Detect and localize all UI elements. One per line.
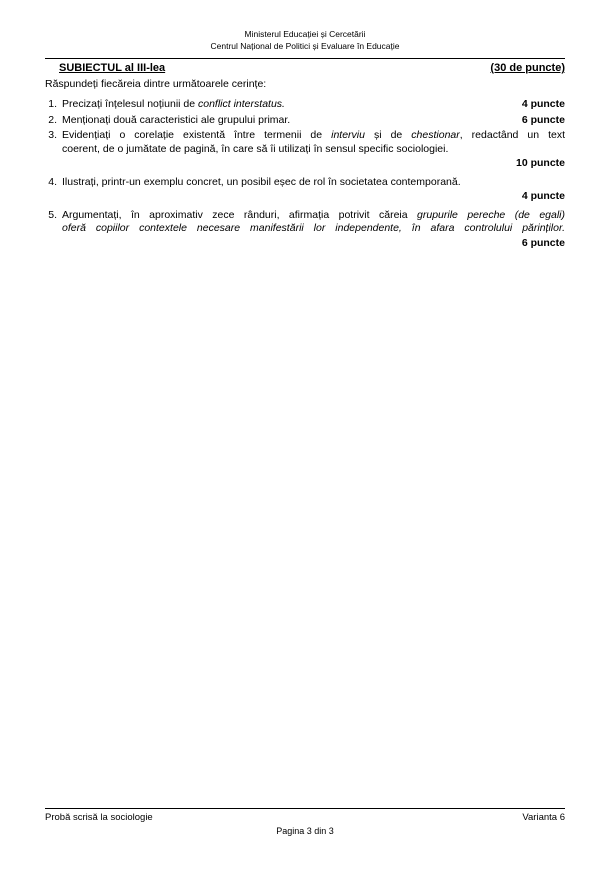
instructions-text: Răspundeți fiecăreia dintre următoarele cerințe:: [45, 78, 267, 90]
item-text-italic: chestionar: [411, 129, 460, 141]
item-number: 5.: [48, 208, 57, 221]
item-body: [62, 209, 565, 254]
footer-exam-label: Probă scrisă la sociologie: [45, 812, 153, 823]
item-text-plain: , redactând un text: [459, 129, 566, 141]
subject-title: SUBIECTUL al III-lea: [59, 62, 166, 74]
footer-divider: [45, 808, 565, 809]
item-number: 3.: [48, 129, 57, 141]
list-item: [45, 129, 565, 174]
subject-points: (30 de puncte): [490, 62, 565, 74]
list-item: [45, 176, 565, 207]
item-number: 2.: [48, 113, 57, 126]
ministry-line: Ministerul Educației și Cercetării: [244, 29, 366, 39]
item-text-italic: grupurile pereche (de egali): [417, 208, 565, 221]
item-line-1: [62, 209, 565, 223]
item-points: 6 puncte: [521, 113, 565, 126]
item-text: Menționați două caracteristici ale grupului primar.: [62, 113, 291, 126]
item-number: 1.: [48, 98, 57, 110]
item-text-plain: și de: [364, 129, 412, 141]
center-line: Centrul Național de Politici și Evaluare în Educație: [210, 41, 400, 51]
header-divider: [45, 58, 565, 59]
item-text-plain: Evidențiați o corelație existentă între termenii de: [62, 129, 332, 141]
item-text-italic: interviu: [331, 129, 365, 141]
footer-variant-label: Varianta 6: [522, 812, 565, 823]
item-line-2: coerent, de o jumătate de pagină, în care să îi utilizați în sensul specific sociologiei.: [62, 142, 449, 155]
page-number: Pagina 3 din 3: [276, 826, 334, 836]
item-points: 6 puncte: [521, 236, 565, 249]
item-number: 4.: [48, 175, 57, 188]
item-body: [62, 98, 565, 112]
item-points: 4 puncte: [521, 190, 565, 202]
item-body: [62, 114, 565, 128]
item-points: 4 puncte: [521, 98, 565, 110]
list-item: [45, 98, 565, 112]
list-item: [45, 114, 565, 128]
item-text-italic: conflict interstatus.: [198, 98, 285, 110]
item-text: [62, 98, 506, 112]
item-line-2: oferă copiilor contextele necesare manifestării lor independente, în afara controlului părinților.: [62, 222, 565, 234]
item-text: Ilustrați, printr-un exemplu concret, un posibil eșec de rol în societatea contemporană.: [62, 175, 461, 188]
questions-list: [45, 98, 565, 255]
item-text-plain: Precizați înțelesul noțiunii de: [62, 98, 198, 110]
document-header: [0, 28, 610, 52]
item-line-1: [62, 129, 565, 143]
item-body: [62, 176, 565, 207]
item-text-plain: Argumentați, în aproximativ zece rânduri, afirmația potrivit căreia: [62, 208, 418, 221]
item-body: [62, 129, 565, 174]
list-item: [45, 209, 565, 254]
item-points: 10 puncte: [515, 157, 565, 169]
subject-heading: [45, 62, 565, 74]
document-footer: [45, 812, 565, 823]
